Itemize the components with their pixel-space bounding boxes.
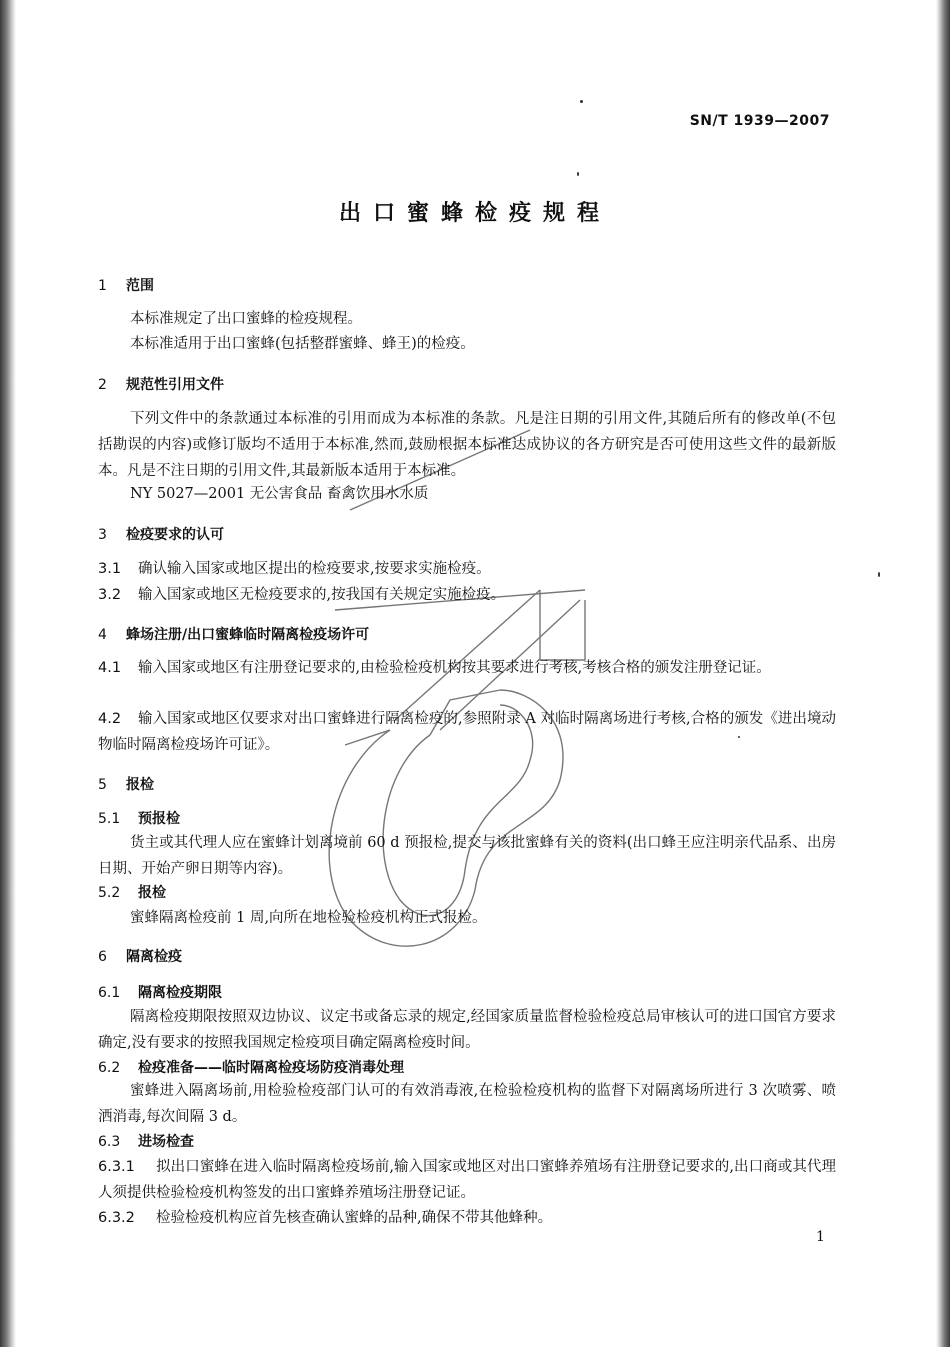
section-title: 报检 xyxy=(126,777,154,793)
section-3-heading xyxy=(98,524,224,544)
reference-item: NY 5027—2001 无公害食品 畜禽饮用水水质 xyxy=(130,486,429,502)
clause-text: 输入国家或地区无检疫要求的,按我国有关规定实施检疫。 xyxy=(138,587,506,603)
clause-4-2 xyxy=(98,706,836,758)
clause-number: 6.1 xyxy=(98,985,121,1001)
standard-code: SN/T 1939—2007 xyxy=(689,113,830,129)
clause-3-2 xyxy=(98,582,836,608)
document-title: 出口蜜蜂检疫规程 xyxy=(338,201,611,226)
paragraph: 货主或其代理人应在蜜蜂计划离境前 60 d 预报检,提交与该批蜜蜂有关的资料(出口蜂王应注明亲代品系、出房日期、开始产卵日期等内容)。 xyxy=(98,835,836,877)
section-6-heading xyxy=(98,946,182,966)
section-1-heading xyxy=(98,275,154,295)
clause-5-2-heading xyxy=(98,882,166,902)
clause-number: 5.2 xyxy=(98,885,121,901)
paragraph: 隔离检疫期限按照双边协议、议定书或备忘录的规定,经国家质量监督检验检疫总局审核认可的进口国官方要求确定,没有要求的按照我国规定检疫项目确定隔离检疫时间。 xyxy=(98,1009,836,1051)
section-title: 隔离检疫 xyxy=(126,949,182,965)
clause-number: 3.2 xyxy=(98,587,122,603)
clause-title: 隔离检疫期限 xyxy=(138,985,222,1001)
paragraph: 下列文件中的条款通过本标准的引用而成为本标准的条款。凡是注日期的引用文件,其随后所有的修改单(不包括勘误的内容)或修订版均不适用于本标准,然而,鼓励根据本标准达成协议的各方研究是否可使用这些文件的最新版本。凡是不注日期的引用文件,其最新版本适用于本标准。 xyxy=(98,411,836,479)
clause-6-3-2 xyxy=(98,1205,836,1231)
scan-speck xyxy=(577,172,579,176)
clause-title: 检疫准备——临时隔离检疫场防疫消毒处理 xyxy=(138,1060,404,1076)
clause-3-1 xyxy=(98,556,836,582)
clause-text: 输入国家或地区有注册登记要求的,由检验检疫机构按其要求进行考核,考核合格的颁发注册登记证。 xyxy=(138,660,771,676)
section-number: 2 xyxy=(98,377,107,393)
section-title: 检疫要求的认可 xyxy=(126,527,224,543)
paragraph: 本标准规定了出口蜜蜂的检疫规程。 xyxy=(130,311,362,327)
page-number: 1 xyxy=(816,1229,825,1245)
clause-6-3-heading xyxy=(98,1131,194,1151)
section-number: 4 xyxy=(98,627,107,643)
section-2-heading xyxy=(98,374,224,394)
clause-number: 6.3.1 xyxy=(98,1159,135,1175)
section-title: 范围 xyxy=(126,278,154,294)
clause-number: 6.3.2 xyxy=(98,1210,135,1226)
clause-text: 输入国家或地区仅要求对出口蜜蜂进行隔离检疫的,参照附录 A 对临时隔离场进行考核,合格的颁发《进出境动物临时隔离检疫场许可证》。 xyxy=(98,711,836,753)
clause-6-1-heading xyxy=(98,982,222,1002)
clause-6-3-1 xyxy=(98,1154,836,1206)
scan-speck xyxy=(878,572,880,577)
section-4-heading xyxy=(98,624,369,644)
clause-number: 4.2 xyxy=(98,711,122,727)
clause-6-2-heading xyxy=(98,1057,404,1077)
paragraph: 蜜蜂隔离检疫前 1 周,向所在地检验检疫机构正式报检。 xyxy=(130,910,487,926)
section-number: 3 xyxy=(98,527,107,543)
clause-number: 5.1 xyxy=(98,811,121,827)
clause-title: 进场检查 xyxy=(138,1134,194,1150)
section-title: 规范性引用文件 xyxy=(126,377,224,393)
clause-text: 拟出口蜜蜂在进入临时隔离检疫场前,输入国家或地区对出口蜜蜂养殖场有注册登记要求的,出口商或其代理人须提供检验检疫机构签发的出口蜜蜂养殖场注册登记证。 xyxy=(98,1159,836,1201)
clause-number: 6.3 xyxy=(98,1134,121,1150)
clause-4-1 xyxy=(98,655,836,681)
clause-title: 预报检 xyxy=(138,811,180,827)
clause-5-1-heading xyxy=(98,808,180,828)
paragraph: 本标准适用于出口蜜蜂(包括整群蜜蜂、蜂王)的检疫。 xyxy=(130,336,475,352)
paragraph: 蜜蜂进入隔离场前,用检验检疫部门认可的有效消毒液,在检验检疫机构的监督下对隔离场所进行 3 次喷雾、喷洒消毒,每次间隔 3 d。 xyxy=(98,1083,836,1125)
clause-number: 6.2 xyxy=(98,1060,121,1076)
clause-title: 报检 xyxy=(138,885,166,901)
scan-speck xyxy=(580,100,583,103)
clause-text: 检验检疫机构应首先核查确认蜜蜂的品种,确保不带其他蜂种。 xyxy=(156,1210,553,1226)
clause-text: 确认输入国家或地区提出的检疫要求,按要求实施检疫。 xyxy=(138,561,491,577)
section-number: 5 xyxy=(98,777,107,793)
section-number: 1 xyxy=(98,278,107,294)
section-number: 6 xyxy=(98,949,107,965)
clause-number: 3.1 xyxy=(98,561,122,577)
section-5-heading xyxy=(98,774,154,794)
section-title: 蜂场注册/出口蜜蜂临时隔离检疫场许可 xyxy=(126,627,370,643)
clause-number: 4.1 xyxy=(98,660,122,676)
